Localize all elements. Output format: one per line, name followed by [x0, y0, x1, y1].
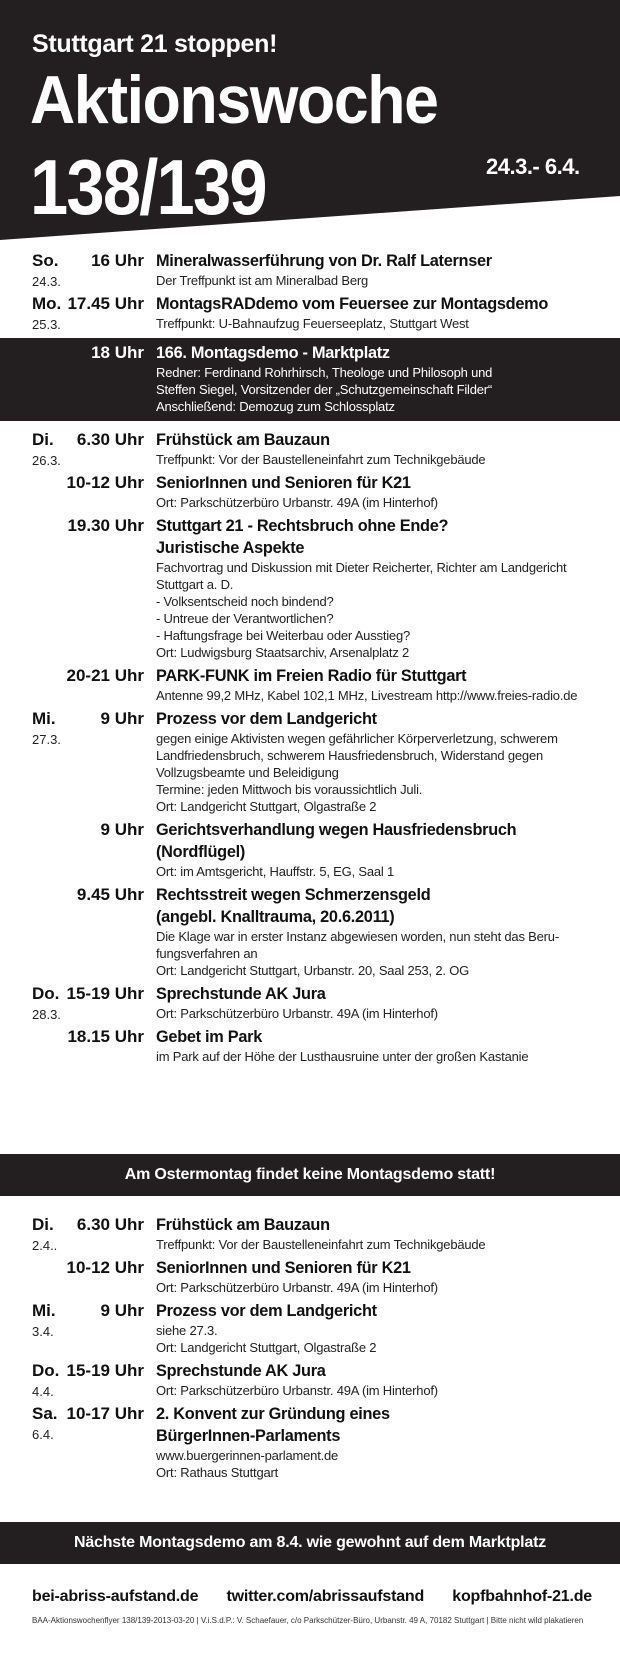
event-entry [0, 427, 620, 470]
event-entry [0, 1401, 620, 1483]
notice-banner: Am Ostermontag findet keine Montagsdemo statt! [0, 1154, 620, 1196]
event-date: 25.3. [32, 317, 61, 332]
event-title: SeniorInnen und Senioren für K21 [156, 473, 411, 492]
event-time: 9 Uhr [100, 820, 144, 839]
event-detail: Landfriedensbruch, schwerem Hausfriedensbruch, Widerstand gegen [156, 748, 544, 763]
footer-link-kopfbahnhof[interactable]: kopfbahnhof-21.de [452, 1588, 592, 1605]
event-time: 10-12 Uhr [66, 1258, 144, 1277]
event-detail: im Park auf der Höhe der Lusthausruine unter der großen Kastanie [156, 1049, 529, 1064]
header-number: 138/139 [30, 143, 266, 231]
event-date: 26.3. [32, 453, 61, 468]
event-entry [0, 1024, 620, 1067]
event-entry [0, 706, 620, 817]
event-title-continued: (Nordflügel) [156, 842, 246, 861]
event-time: 9.45 Uhr [76, 885, 144, 904]
event-body [156, 983, 596, 1022]
event-time: 19.30 Uhr [67, 516, 144, 535]
event-day: Mo. [32, 294, 62, 313]
event-time: 6.30 Uhr [76, 1215, 144, 1234]
event-detail: Die Klage war in erster Instanz abgewiesen worden, nun steht das Beru- [156, 929, 559, 944]
event-time: 18.15 Uhr [67, 1027, 144, 1046]
header-kicker: Stuttgart 21 stoppen! [32, 30, 278, 58]
event-title: SeniorInnen und Senioren für K21 [156, 1258, 411, 1277]
event-date: 6.4. [32, 1427, 54, 1442]
event-time: 16 Uhr [91, 251, 144, 270]
event-date: 27.3. [32, 732, 61, 747]
event-body [156, 1214, 596, 1253]
event-time: 15-19 Uhr [66, 984, 144, 1003]
event-entry [0, 1212, 620, 1255]
event-detail: Ort: Parkschützerbüro Urbanstr. 49A (im Hinterhof) [156, 1006, 438, 1021]
event-date: 28.3. [32, 1007, 61, 1022]
event-entry [0, 470, 620, 513]
event-day: Di. [32, 430, 54, 449]
event-entry [0, 1255, 620, 1298]
event-time: 17.45 Uhr [67, 294, 144, 313]
event-detail: Ort: Rathaus Stuttgart [156, 1465, 279, 1480]
event-entry [0, 663, 620, 706]
event-entry [0, 1358, 620, 1401]
event-title: Rechtsstreit wegen Schmerzensgeld [156, 885, 431, 904]
event-title: PARK-FUNK im Freien Radio für Stuttgart [156, 666, 467, 685]
header-title: Aktionswoche [30, 62, 438, 138]
event-title: Sprechstunde AK Jura [156, 984, 326, 1003]
event-entry [0, 981, 620, 1024]
event-entry [0, 817, 620, 882]
event-detail: - Volksentscheid noch bindend? [156, 594, 334, 609]
event-time: 6.30 Uhr [76, 430, 144, 449]
event-detail: Vollzugsbeamte und Beleidigung [156, 765, 339, 780]
event-entry [0, 291, 620, 334]
event-detail: Ort: Parkschützerbüro Urbanstr. 49A (im Hinterhof) [156, 495, 438, 510]
event-detail: www.buergerinnen-parlament.de [156, 1448, 339, 1463]
event-entry [0, 248, 620, 291]
event-body [156, 472, 596, 511]
event-title: Sprechstunde AK Jura [156, 1361, 326, 1380]
event-detail: Fachvortrag und Diskussion mit Dieter Reicherter, Richter am Landgericht [156, 560, 567, 575]
event-detail: Treffpunkt: U-Bahnaufzug Feuerseeplatz, Stuttgart West [156, 316, 469, 331]
event-title: Frühstück am Bauzaun [156, 1215, 330, 1234]
footer-link-website[interactable]: bei-abriss-aufstand.de [32, 1588, 199, 1605]
event-day: Mi. [32, 1301, 56, 1320]
event-title: MontagsRADdemo vom Feuersee zur Montagsdemo [156, 294, 549, 313]
header [0, 0, 620, 240]
event-detail: gegen einige Aktivisten wegen gefährlicher Körperverletzung, schwerem [156, 731, 558, 746]
event-detail: Der Treffpunkt ist am Mineralbad Berg [156, 273, 369, 288]
event-body [156, 293, 596, 332]
event-body [156, 1026, 596, 1065]
event-title: Gebet im Park [156, 1027, 263, 1046]
event-detail: fungsverfahren an [156, 946, 258, 961]
event-detail: Redner: Ferdinand Rohrhirsch, Theologe und Philosoph und [156, 365, 493, 380]
event-body [156, 665, 596, 704]
event-body [156, 1300, 596, 1356]
event-time: 10-17 Uhr [66, 1404, 144, 1423]
event-detail: siehe 27.3. [156, 1323, 218, 1338]
event-title-continued: BürgerInnen-Parlaments [156, 1426, 341, 1445]
event-day: Do. [32, 984, 60, 1003]
event-detail: Termine: jeden Mittwoch bis voraussichtlich Juli. [156, 782, 423, 797]
event-time: 18 Uhr [91, 343, 144, 362]
event-title: Prozess vor dem Landgericht [156, 1301, 377, 1320]
highlight-event [0, 338, 620, 421]
event-day: Do. [32, 1361, 60, 1380]
event-detail: Stuttgart a. D. [156, 577, 234, 592]
event-time: 20-21 Uhr [66, 666, 144, 685]
footer-links [32, 1588, 592, 1606]
schedule-week-2 [0, 1212, 620, 1483]
event-date: 2.4.. [32, 1238, 58, 1253]
event-body [156, 342, 596, 415]
event-detail: Steffen Siegel, Vorsitzender der „Schutzgemeinschaft Filder“ [156, 382, 493, 397]
event-body [156, 250, 596, 289]
event-day: So. [32, 251, 59, 270]
event-body [156, 819, 596, 880]
event-title-continued: Juristische Aspekte [156, 538, 305, 557]
event-day: Sa. [32, 1404, 58, 1423]
event-date: 24.3. [32, 274, 61, 289]
event-detail: Ort: Parkschützerbüro Urbanstr. 49A (im Hinterhof) [156, 1280, 438, 1295]
event-detail: Ort: Ludwigsburg Staatsarchiv, Arsenalplatz 2 [156, 645, 410, 660]
event-body [156, 1360, 596, 1399]
event-detail: - Untreue der Verantwortlichen? [156, 611, 334, 626]
event-detail: Ort: Parkschützerbüro Urbanstr. 49A (im Hinterhof) [156, 1383, 438, 1398]
event-entry [0, 1298, 620, 1358]
event-detail: Ort: im Amtsgericht, Hauffstr. 5, EG, Saal 1 [156, 864, 395, 879]
event-detail: Ort: Landgericht Stuttgart, Olgastraße 2 [156, 799, 377, 814]
event-detail: - Haftungsfrage bei Weiterbau oder Ausstieg? [156, 628, 411, 643]
event-title: Stuttgart 21 - Rechtsbruch ohne Ende? [156, 516, 449, 535]
event-body [156, 429, 596, 468]
event-title: Mineralwasserführung von Dr. Ralf Laternser [156, 251, 492, 270]
event-entry [0, 513, 620, 663]
event-day: Di. [32, 1215, 54, 1234]
event-body [156, 515, 596, 661]
event-detail: Antenne 99,2 MHz, Kabel 102,1 MHz, Livestream http://www.freies-radio.de [156, 688, 578, 703]
event-date: 3.4. [32, 1324, 54, 1339]
event-body [156, 884, 596, 979]
event-title-continued: (angebl. Knalltrauma, 20.6.2011) [156, 907, 395, 926]
event-title: 166. Montagsdemo - Marktplatz [156, 343, 390, 362]
event-body [156, 1257, 596, 1296]
event-detail: Treffpunkt: Vor der Baustelleneinfahrt zum Technikgebäude [156, 452, 486, 467]
event-detail: Ort: Landgericht Stuttgart, Urbanstr. 20, Saal 253, 2. OG [156, 963, 470, 978]
event-detail: Ort: Landgericht Stuttgart, Olgastraße 2 [156, 1340, 377, 1355]
event-entry [0, 882, 620, 981]
footer-imprint: BAA-Aktionswochenflyer 138/139-2013-03-20 | V.i.S.d.P.: V. Schaefauer, c/o Parkschützer-Büro, Urbanstr. 49 A, 70182 Stuttgart | Bitte nicht wild plakatieren [32, 1616, 584, 1625]
footer-link-twitter[interactable]: twitter.com/abrissaufstand [226, 1588, 425, 1605]
event-title: Frühstück am Bauzaun [156, 430, 330, 449]
event-title: 2. Konvent zur Gründung eines [156, 1404, 390, 1423]
next-demo-banner: Nächste Montagsdemo am 8.4. wie gewohnt auf dem Marktplatz [0, 1522, 620, 1564]
event-time: 10-12 Uhr [66, 473, 144, 492]
event-detail: Treffpunkt: Vor der Baustelleneinfahrt zum Technikgebäude [156, 1237, 486, 1252]
event-title: Gerichtsverhandlung wegen Hausfriedensbruch [156, 820, 517, 839]
event-detail: Anschließend: Demozug zum Schlossplatz [156, 399, 395, 414]
event-date: 4.4. [32, 1384, 54, 1399]
event-time: 15-19 Uhr [66, 1361, 144, 1380]
event-time: 9 Uhr [100, 709, 144, 728]
event-title: Prozess vor dem Landgericht [156, 709, 377, 728]
header-dates: 24.3.- 6.4. [486, 154, 580, 179]
event-day: Mi. [32, 709, 56, 728]
schedule-week-1 [0, 248, 620, 1067]
event-body [156, 1403, 596, 1481]
event-body [156, 708, 596, 815]
event-time: 9 Uhr [100, 1301, 144, 1320]
